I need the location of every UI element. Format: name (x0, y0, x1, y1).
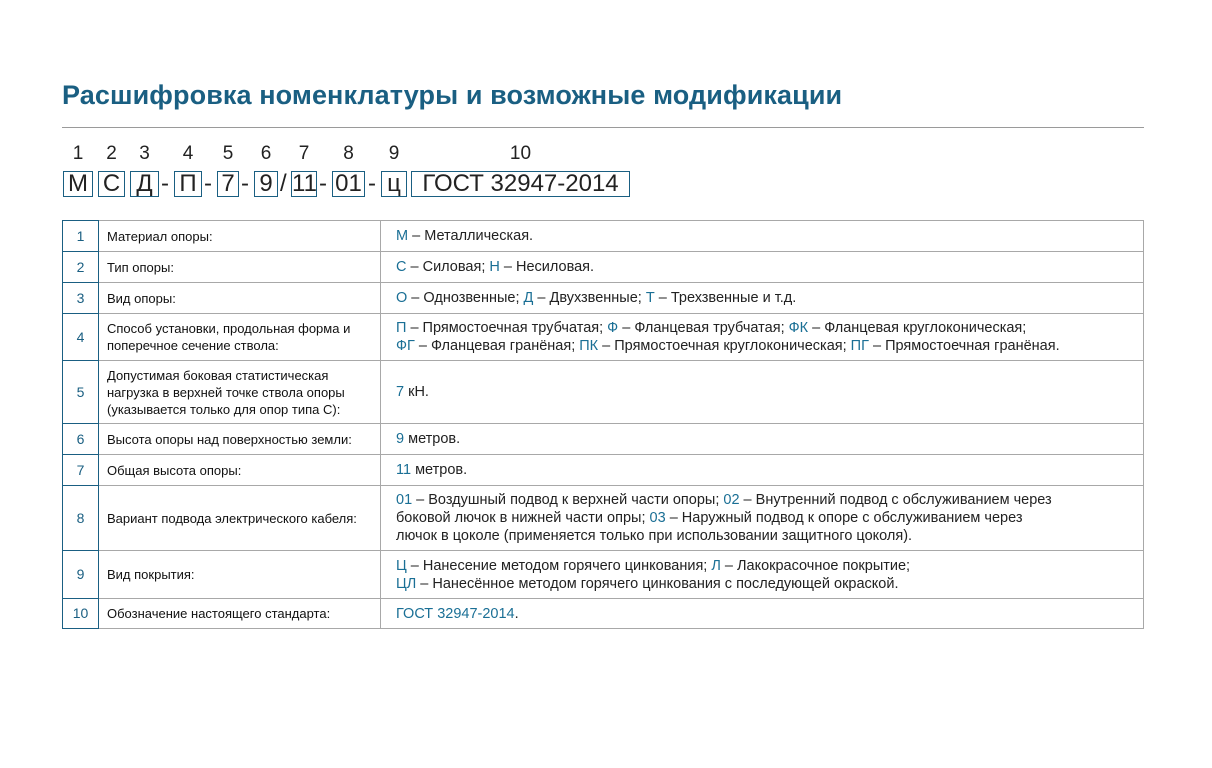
parameter-values (381, 551, 1144, 599)
code-description: – Однозвенные; (407, 290, 524, 306)
code-segment-value: С (98, 171, 125, 197)
code-description: – Прямостоечная трубчатая; (406, 320, 608, 336)
parameter-name: Вариант подвода электрического кабеля: (99, 486, 381, 551)
code-segment-number: 6 (260, 143, 272, 164)
parameter-values (381, 599, 1144, 629)
code-segment-number: 8 (343, 143, 354, 164)
code-key: Т (645, 290, 655, 306)
table-row (63, 486, 1144, 551)
table-row (63, 252, 1144, 283)
code-separator: - (241, 170, 249, 197)
table-row (63, 361, 1144, 424)
value-line (396, 383, 1135, 401)
parameter-values (381, 283, 1144, 314)
code-segment-number: 3 (139, 143, 150, 164)
code-segment-number: 4 (182, 143, 194, 164)
parameter-values (381, 486, 1144, 551)
value-line (396, 430, 1135, 448)
nomenclature-code (63, 143, 763, 203)
value-line (396, 491, 1135, 509)
code-segment-number: 7 (298, 143, 310, 164)
row-number: 8 (63, 486, 99, 551)
parameter-values (381, 221, 1144, 252)
code-separator: - (368, 170, 376, 197)
parameter-name: Общая высота опоры: (99, 455, 381, 486)
row-number: 4 (63, 314, 99, 361)
code-description: – Фланцевая круглоконическая; (808, 320, 1027, 336)
page-title: Расшифровка номенклатуры и возможные модификации (62, 80, 843, 110)
code-segment-value: 9 (254, 171, 278, 197)
code-key: 01 (396, 492, 413, 508)
code-key: Д (523, 290, 534, 306)
code-separator: - (161, 170, 169, 197)
parameter-name: Тип опоры: (99, 252, 381, 283)
value-line (396, 319, 1135, 337)
value-line (396, 461, 1135, 479)
code-key: ГОСТ 32947-2014 (396, 605, 515, 622)
value-line (396, 337, 1135, 355)
code-segment-number: 1 (72, 143, 84, 164)
code-segment-value: П (174, 171, 202, 197)
code-description: – Лакокрасочное покрытие; (720, 557, 911, 574)
value-line (396, 527, 1135, 545)
code-segment-value: 7 (217, 171, 239, 197)
code-key: Ф (607, 320, 619, 336)
table-row (63, 314, 1144, 361)
row-number: 3 (63, 283, 99, 314)
code-description: – Воздушный подвод к верхней части опоры; (412, 492, 724, 508)
code-description: – Прямостоечная круглоконическая; (598, 338, 851, 354)
code-key: 11 (396, 462, 412, 478)
row-number: 10 (63, 599, 99, 629)
code-key: 03 (649, 510, 666, 526)
title-divider (62, 127, 1144, 128)
code-description: – Наружный подвод к опоре с обслуживанием через (665, 510, 1023, 526)
code-separator: / (280, 170, 287, 197)
parameter-values (381, 314, 1144, 361)
code-description: – Нанесённое методом горячего цинкования с последующей окраской. (416, 575, 899, 592)
code-segment-value: 01 (332, 171, 365, 197)
row-number: 6 (63, 424, 99, 455)
code-key: Н (489, 259, 500, 275)
row-number: 2 (63, 252, 99, 283)
parameter-name: Материал опоры: (99, 221, 381, 252)
code-description: – Металлическая. (408, 228, 534, 244)
code-description: – Прямостоечная гранёная. (868, 338, 1060, 354)
code-description: – Нанесение методом горячего цинкования; (406, 557, 712, 574)
code-segment-value: Д (130, 171, 159, 197)
parameter-name: Вид опоры: (99, 283, 381, 314)
code-key: ФК (788, 320, 809, 336)
code-description: – Двухзвенные; (533, 290, 646, 306)
parameter-values (381, 455, 1144, 486)
table-row (63, 283, 1144, 314)
parameter-name: Способ установки, продольная форма и поперечное сечение ствола: (99, 314, 381, 361)
value-line (396, 227, 1135, 245)
code-description: лючок в цоколе (применяется только при использовании защитного цоколя). (396, 528, 913, 544)
row-number: 5 (63, 361, 99, 424)
nomenclature-table (62, 220, 1144, 629)
table-row (63, 599, 1144, 629)
code-description: метров. (411, 462, 468, 478)
code-description: – Трехзвенные и т.д. (654, 290, 797, 306)
code-key: 7 (396, 384, 405, 400)
table-row (63, 455, 1144, 486)
row-number: 1 (63, 221, 99, 252)
value-line (396, 289, 1135, 307)
code-description: – Внутренний подвод с обслуживанием через (739, 492, 1052, 508)
parameter-values (381, 361, 1144, 424)
code-description: – Фланцевая трубчатая; (618, 320, 789, 336)
code-key: ФГ (396, 338, 415, 354)
code-description: – Фланцевая гранёная; (414, 338, 580, 354)
code-segment-number: 9 (388, 143, 400, 164)
code-key: М (396, 228, 409, 244)
table-row (63, 221, 1144, 252)
parameter-name: Обозначение настоящего стандарта: (99, 599, 381, 629)
code-segment-value: ГОСТ 32947-2014 (411, 171, 630, 197)
code-segment-number: 2 (106, 143, 117, 164)
code-description: метров. (404, 431, 461, 447)
code-segment-value: 11 (292, 170, 317, 197)
parameter-values (381, 424, 1144, 455)
value-line (396, 258, 1135, 276)
code-key: Л (711, 557, 721, 574)
parameter-values (381, 252, 1144, 283)
code-description: . (514, 605, 519, 622)
code-separator: - (204, 170, 212, 197)
table-row (63, 551, 1144, 599)
code-key: ПК (579, 338, 599, 354)
code-separator: - (319, 170, 327, 197)
code-segment-number: 5 (222, 143, 234, 164)
parameter-name: Высота опоры над поверхностью земли: (99, 424, 381, 455)
row-number: 7 (63, 455, 99, 486)
row-number: 9 (63, 551, 99, 599)
code-key: ПГ (850, 338, 869, 354)
code-description: боковой лючок в нижней части опры; (396, 510, 650, 526)
code-key: Ц (396, 557, 407, 574)
code-key: С (396, 259, 407, 275)
code-key: ЦЛ (396, 575, 417, 592)
value-line (396, 557, 1135, 575)
code-segment-value: М (63, 171, 93, 197)
code-key: П (396, 320, 407, 336)
value-line (396, 575, 1135, 593)
table-row (63, 424, 1144, 455)
code-description: кН. (404, 384, 429, 400)
parameter-name: Допустимая боковая статистическая нагрузка в верхней точке ствола опоры (указывается только для опор типа С): (99, 361, 381, 424)
code-key: О (396, 290, 408, 306)
code-key: 9 (396, 431, 405, 447)
value-line (396, 605, 1135, 623)
code-description: – Силовая; (406, 259, 490, 275)
code-segment-number: 10 (509, 143, 532, 164)
code-description: – Несиловая. (499, 259, 595, 275)
code-segment-value: ц (381, 171, 407, 197)
code-key: 02 (723, 492, 740, 508)
value-line (396, 509, 1135, 527)
parameter-name: Вид покрытия: (99, 551, 381, 599)
